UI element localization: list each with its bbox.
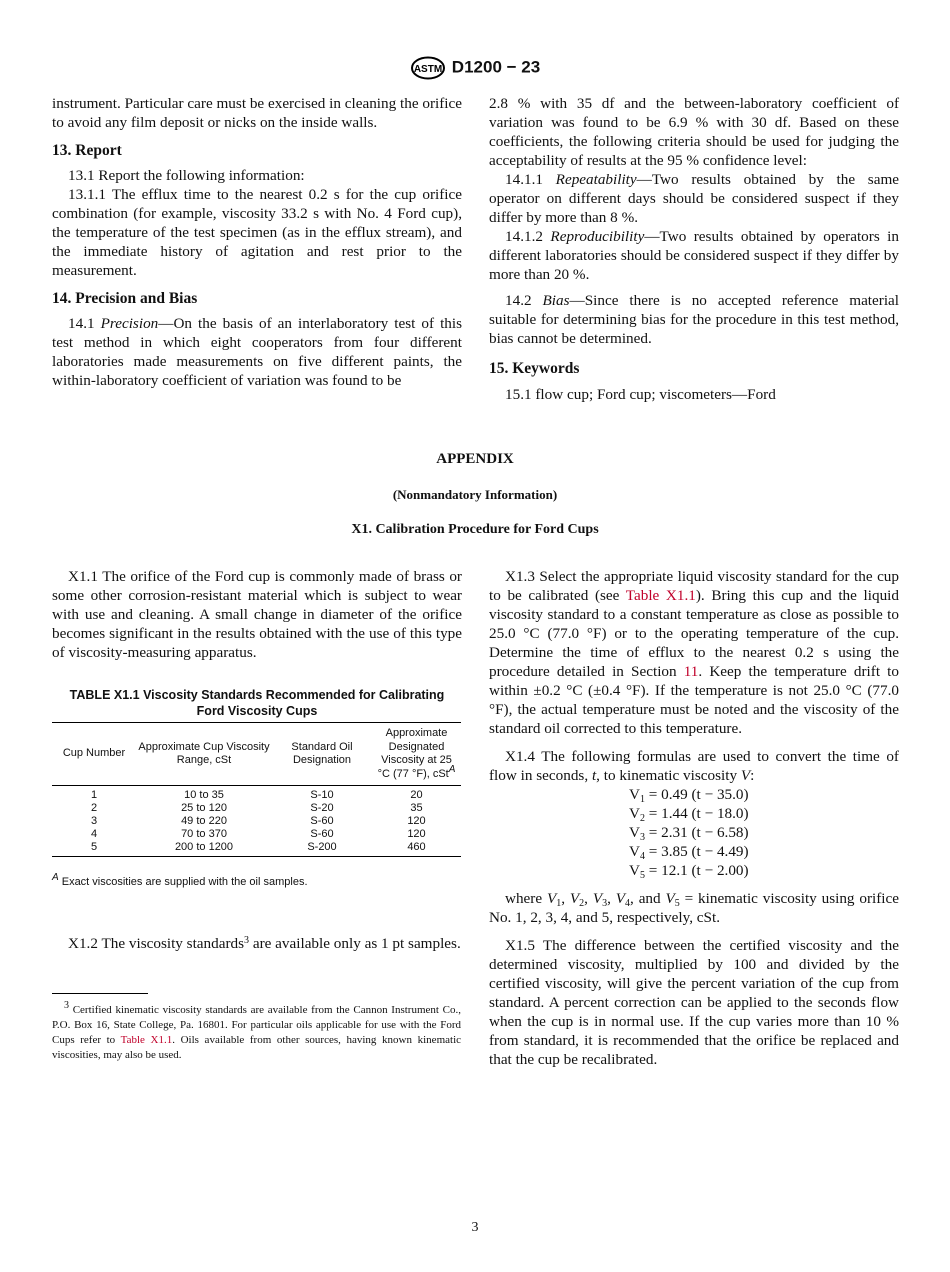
footnote-3: $^3$ Certified kinematic viscosity standards are available from the Cannon Instrument Co., P.O. Box 16, State College, Pa. 16801. For particular oils applicable for use with the Ford Cups refer to Table X1.1. Oils available from other sources, having known kinematic viscosities, may also be used.	[52, 1000, 462, 1061]
table-row	[52, 841, 461, 857]
paragraph-where: where $V_1$, $V_2$, $V_3$, $V_4$, and $V_5$ = kinematic viscosity using orifice No. 1, 2, 3, 4, and 5, respectively, cSt.	[489, 890, 900, 926]
paragraph-13-1-1: 13.1.1 The efflux time to the nearest 0.2 s for the cup orifice combination (for example, viscosity 33.2 s with No. 4 Ford cup), the temperature of the test specimen (as in the efflux stream), and the immediate history of agitation and rest prior to the measurement.	[52, 186, 462, 279]
table-cell: S-20	[310, 802, 334, 814]
table-header-cell: Standard Oil Designation	[272, 723, 372, 786]
table-cell: S-60	[310, 815, 334, 827]
appendix-section-title: X1. Calibration Procedure for Ford Cups	[351, 522, 599, 537]
paragraph-14-1: 14.1 Precision—On the basis of an interlaboratory test of this test method in which eight cooperators from four different laboratories made measurements on five different paints, the within-laboratory coefficient of variation was found to be	[52, 315, 463, 389]
table-cell: 25 to 120	[181, 802, 227, 814]
footnote-divider	[52, 993, 148, 994]
paragraph-15-1: 15.1 flow cup; Ford cup; viscometers—Ford	[505, 386, 776, 403]
table-footnote: $^A$ Exact viscosities are supplied with the oil samples.	[52, 872, 308, 888]
table-caption: TABLE X1.1 Viscosity Standards Recommended for Calibrating Ford Viscosity Cups	[69, 688, 445, 718]
formula-list	[489, 785, 899, 880]
table-header-cell: Approximate Designated Viscosity at 25 °C (77 °F), cSt$^A$	[372, 723, 461, 786]
table-cell: 20	[410, 789, 423, 801]
page-header	[0, 56, 950, 80]
footnote-ref-3[interactable]: 3	[244, 935, 250, 946]
left-column-x1-2	[52, 934, 462, 953]
formula-line: $V_4 = 3.85$ (t − 4.49)	[629, 843, 749, 862]
table-cell: 5	[52, 841, 136, 857]
table-cell: 120	[407, 815, 426, 827]
formula-line: $V_1 = 0.49$ (t − 35.0)	[629, 786, 749, 805]
table-cell: S-60	[310, 828, 334, 840]
table-header-row	[52, 723, 461, 786]
term-reproducibility: Reproducibility	[550, 228, 645, 245]
term-precision: Precision	[100, 315, 159, 332]
table-cell: S-10	[310, 789, 334, 801]
table-cell: 200 to 1200	[136, 841, 272, 857]
table-cell: 1	[90, 789, 98, 801]
paragraph-14-2: 14.2 Bias—Since there is no accepted reference material suitable for determining bias for the procedure in this test method, bias cannot be determined.	[489, 292, 900, 347]
page-number: 3	[471, 1220, 479, 1235]
table-cell: 120	[407, 828, 426, 840]
formula-line: $V_2 = 1.44$ (t − 18.0)	[629, 805, 749, 824]
table-cell: 35	[410, 802, 423, 814]
table-cell: 460	[372, 841, 461, 857]
table-x1-1-link[interactable]: Table X1.1	[625, 587, 696, 604]
paragraph-continuation-right: 2.8 % with 35 df and the between-laboratory coefficient of variation was found to be 6.9 % with 30 df. Based on these coefficients, the following criteria should be used for judging the acceptability of results at the 95 % confidence level:	[489, 95, 899, 169]
table-header-cell: Approximate Cup Viscosity Range, cSt	[136, 723, 272, 786]
term-repeatability: Repeatability	[555, 171, 637, 188]
table-cell: 70 to 370	[181, 828, 227, 840]
table-cell: 3	[90, 815, 98, 827]
table-row	[52, 828, 461, 841]
table-x1-1-link[interactable]: Table X1.1	[120, 1034, 173, 1046]
section-15-title: 15. Keywords	[489, 360, 580, 377]
paragraph-14-1-1: 14.1.1 Repeatability—Two results obtained by the same operator on different days should be considered suspect if they differ by more than 8 %.	[489, 171, 899, 226]
astm-logo-icon	[410, 56, 446, 80]
section-14-title: 14. Precision and Bias	[52, 290, 198, 307]
table-cell: 10 to 35	[184, 789, 224, 801]
viscosity-standards-table	[52, 722, 461, 857]
appendix-title: APPENDIX	[436, 451, 514, 467]
paragraph-continuation: instrument. Particular care must be exercised in cleaning the orifice to avoid any film deposit or nicks on the inside walls.	[52, 95, 462, 131]
paragraph-13-1: 13.1 Report the following information:	[68, 167, 305, 184]
section-11-link[interactable]: 11	[683, 663, 699, 680]
table-row	[52, 815, 461, 828]
table-cell: 4	[90, 828, 98, 840]
right-column-top	[489, 94, 899, 404]
document-id: D1200 − 23	[451, 57, 541, 77]
table-row	[52, 786, 461, 803]
table-cell: 49 to 220	[181, 815, 227, 827]
section-13-title: 13. Report	[52, 142, 122, 159]
paragraph-x1-5: X1.5 The difference between the certified viscosity and the determined viscosity, multiplied by 100 and divided by the certified viscosity, will give the percent variation of the cup from standard. A percent correction can be applied to the seconds flow when the cup is in normal use. If the cup varies more than 10 % from standard, it is recommended that the orifice be replaced and that the cup be recalibrated.	[489, 937, 899, 1068]
paragraph-x1-1: X1.1 The orifice of the Ford cup is commonly made of brass or some other corrosion-resistant material which is subject to wear with use and cleaning. A small change in diameter of the orifice becomes significant in the results obtained with the use of this type of viscosity-measuring apparatus.	[52, 568, 462, 661]
svg-text:ASTM: ASTM	[413, 64, 442, 75]
term-bias: Bias	[542, 292, 570, 309]
paragraph-x1-4: X1.4 The following formulas are used to convert the time of flow in seconds, t, to kinematic viscosity V:	[489, 748, 899, 784]
appendix-subtitle: (Nonmandatory Information)	[392, 487, 558, 502]
right-column-bottom	[489, 567, 899, 1069]
paragraph-14-1-2: 14.1.2 Reproducibility—Two results obtained by operators in different laboratories should be considered suspect if they differ by more than 20 %.	[489, 228, 899, 283]
table-cell: 2	[90, 802, 98, 814]
left-column-bottom	[52, 567, 462, 662]
variable-list: $V_1$, $V_2$, $V_3$, $V_4$, and $V_5$	[546, 890, 680, 909]
table-header-cell: Cup Number	[52, 723, 136, 786]
paragraph-x1-2: X1.2 The viscosity standards$^3$ are available only as 1 pt samples.	[68, 935, 461, 952]
formula-line: $V_3 = 2.31$ (t − 6.58)	[629, 824, 749, 843]
table-cell: S-200	[272, 841, 372, 857]
left-column-top	[52, 94, 462, 390]
table-row	[52, 802, 461, 815]
formula-line: $V_5 = 12.1$ (t − 2.00)	[629, 862, 749, 881]
paragraph-x1-3: X1.3 Select the appropriate liquid viscosity standard for the cup to be calibrated (see Table X1.1). Bring this cup and the liquid viscosity standard to a constant temperature as close as possible to 25.0 °C (77.0 °F) or to the operating temperature of the cup. Determine the time of efflux to the nearest 0.2 s using the procedure detailed in Section 11. Keep the temperature drift to within ±0.2 °C (±0.4 °F). If the temperature is not 25.0 °C (77.0 °F), the actual temperature must be noted and the viscosity of the standard oil corrected to this temperature.	[489, 568, 899, 737]
